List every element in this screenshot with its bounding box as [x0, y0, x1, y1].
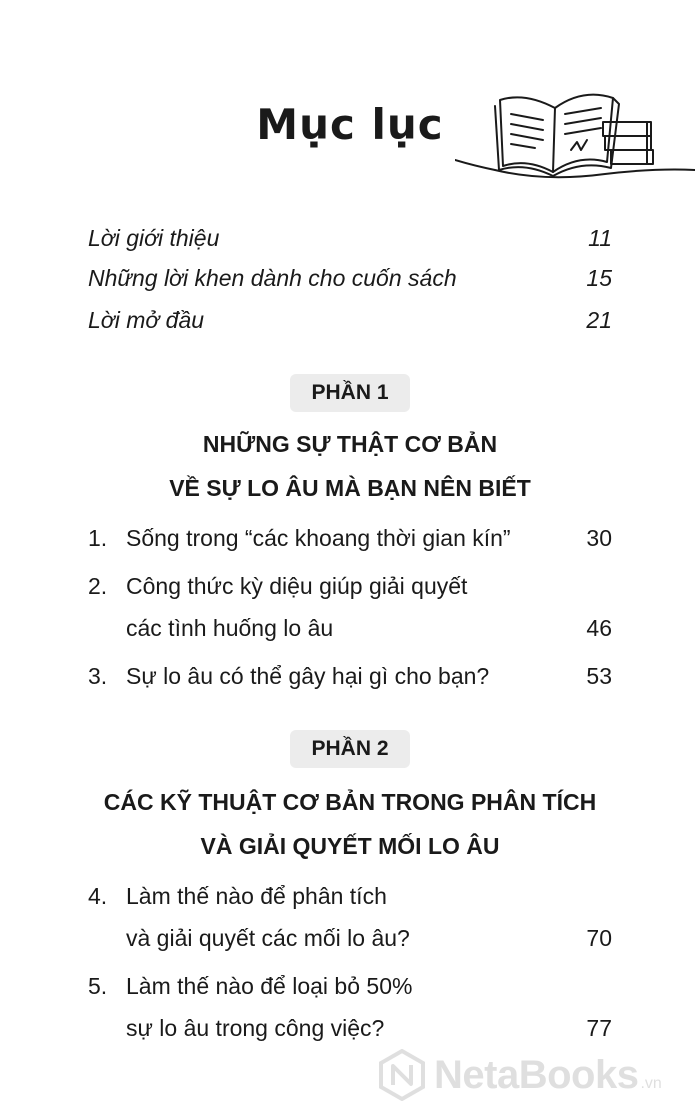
- entry-title: Sự lo âu có thể gây hại gì cho bạn?: [126, 662, 490, 689]
- entry-page: 53: [586, 662, 612, 689]
- entry-title: Công thức kỳ diệu giúp giải quyết: [126, 572, 468, 599]
- toc-entry-5-cont[interactable]: [88, 1012, 612, 1044]
- entry-title-cont: các tình huống lo âu: [126, 614, 334, 641]
- part1-title-line2: VỀ SỰ LO ÂU MÀ BẠN NÊN BIẾT: [169, 475, 531, 501]
- toc-entry-5[interactable]: [88, 970, 612, 1002]
- entry-title: Những lời khen dành cho cuốn sách: [88, 264, 457, 291]
- entry-page: 30: [586, 524, 612, 551]
- watermark: [378, 1045, 698, 1105]
- entry-title-cont: sự lo âu trong công việc?: [126, 1014, 385, 1041]
- entry-page: 77: [586, 1014, 612, 1041]
- entry-page: 46: [586, 614, 612, 641]
- entry-number: 3.: [88, 662, 108, 689]
- part1-badge: PHẦN 1: [290, 374, 410, 412]
- netabooks-logo-icon: [378, 1049, 426, 1101]
- toc-entry-1[interactable]: [88, 522, 612, 554]
- entry-page: 15: [586, 264, 612, 291]
- toc-entry-4[interactable]: [88, 880, 612, 912]
- watermark-suffix: .vn: [640, 1075, 662, 1092]
- entry-number: 2.: [88, 572, 108, 599]
- part2-title-line1: CÁC KỸ THUẬT CƠ BẢN TRONG PHÂN TÍCH: [103, 789, 597, 815]
- part2-title-line2: VÀ GIẢI QUYẾT MỐI LO ÂU: [200, 833, 500, 859]
- entry-number: 5.: [88, 972, 108, 999]
- entry-page: 11: [588, 224, 612, 251]
- entry-title-cont: và giải quyết các mối lo âu?: [126, 924, 410, 951]
- page-title: Mục lục: [256, 100, 444, 149]
- open-book-icon: [455, 70, 695, 190]
- toc-entry-praise[interactable]: [88, 262, 612, 294]
- entry-title: Lời giới thiệu: [88, 224, 220, 251]
- entry-title: Làm thế nào để loại bỏ 50%: [126, 972, 413, 999]
- entry-page: 21: [586, 306, 612, 333]
- entry-title: Sống trong “các khoang thời gian kín”: [126, 524, 511, 551]
- entry-title: Làm thế nào để phân tích: [126, 882, 387, 909]
- entry-number: 1.: [88, 524, 108, 551]
- toc-entry-4-cont[interactable]: [88, 922, 612, 954]
- toc-entry-2[interactable]: [88, 570, 612, 602]
- toc-entry-introduction[interactable]: [88, 222, 612, 254]
- watermark-brand: NetaBooks: [434, 1052, 639, 1097]
- entry-title: Lời mở đầu: [88, 306, 205, 333]
- toc-entry-3[interactable]: [88, 660, 612, 692]
- entry-number: 4.: [88, 882, 108, 909]
- toc-entry-2-cont[interactable]: [88, 612, 612, 644]
- part1-title-line1: NHỮNG SỰ THẬT CƠ BẢN: [202, 431, 498, 457]
- toc-entry-preface[interactable]: [88, 304, 612, 336]
- entry-page: 70: [586, 924, 612, 951]
- part2-badge: PHẦN 2: [290, 730, 410, 768]
